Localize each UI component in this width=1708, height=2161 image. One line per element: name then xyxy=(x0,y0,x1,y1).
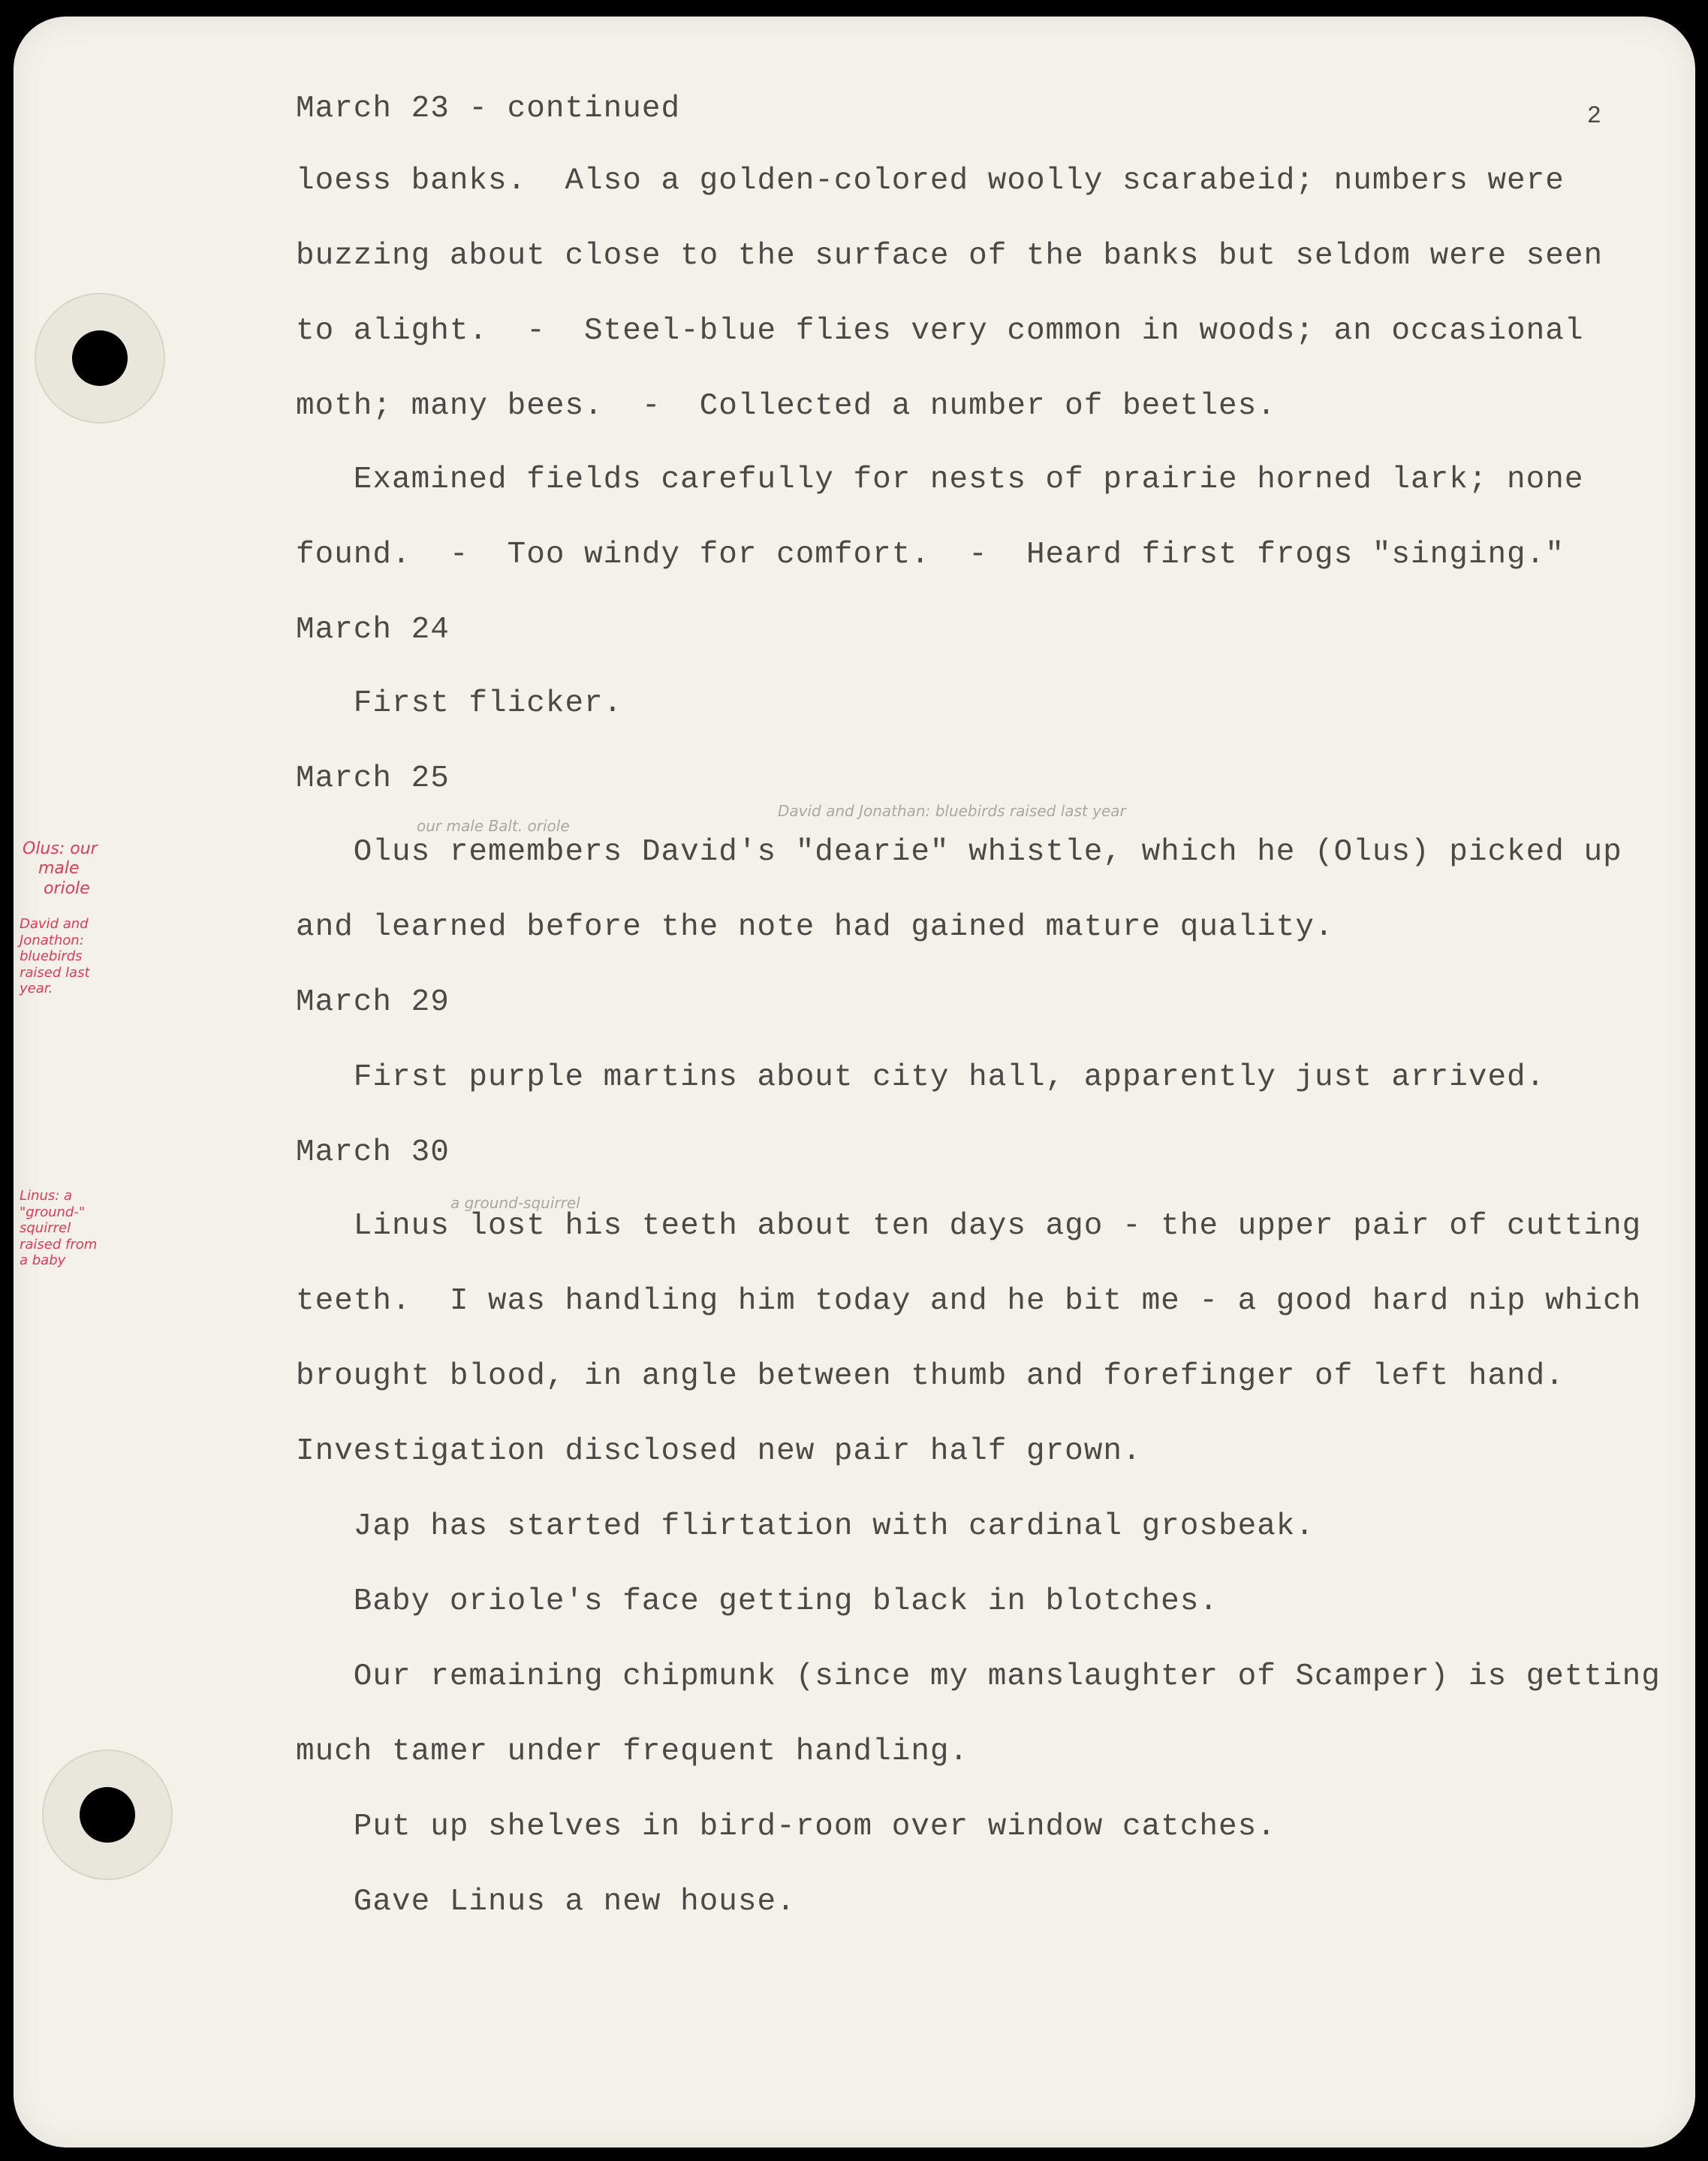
text-line: Baby oriole's face getting black in blotches. xyxy=(296,1584,1218,1619)
text-line: First purple martins about city hall, apparently just arrived. xyxy=(296,1060,1546,1095)
binder-hole-bottom xyxy=(44,1751,171,1879)
text-line: buzzing about close to the surface of the banks but seldom were seen xyxy=(296,239,1604,273)
interlinear-note: David and Jonathan: bluebirds raised last year xyxy=(778,802,1126,820)
text-line: First flicker. xyxy=(296,686,623,721)
text-line: Jap has started flirtation with cardinal grosbeak. xyxy=(296,1509,1315,1544)
page-number: 2 xyxy=(1586,102,1601,130)
text-line: Examined fields carefully for nests of prairie horned lark; none xyxy=(296,463,1584,497)
text-line: Put up shelves in bird-room over window catches. xyxy=(296,1810,1276,1844)
text-line: found. - Too windy for comfort. - Heard first frogs "singing." xyxy=(296,538,1565,572)
text-line: Our remaining chipmunk (since my manslaughter of Scamper) is getting xyxy=(296,1659,1661,1694)
text-line: loess banks. Also a golden-colored woolly scarabeid; numbers were xyxy=(296,164,1565,198)
date-heading: March 30 xyxy=(296,1135,450,1170)
binder-hole-top xyxy=(36,294,164,422)
date-heading: March 25 xyxy=(296,761,450,796)
margin-note-olus: Olus: our male oriole xyxy=(23,839,98,898)
margin-note-linus: Linus: a "ground-" squirrel raised from a baby xyxy=(20,1188,98,1269)
margin-note-david-jonathon: David and Jonathon: bluebirds raised last year. xyxy=(20,916,90,997)
date-heading: March 24 xyxy=(296,613,450,647)
text-line: and learned before the note had gained mature quality. xyxy=(296,910,1334,945)
text-line: Gave Linus a new house. xyxy=(296,1885,796,1919)
text-line: to alight. - Steel-blue flies very common in woods; an occasional xyxy=(296,314,1584,348)
interlinear-note: a ground-squirrel xyxy=(450,1194,580,1212)
text-line: Linus lost his teeth about ten days ago - the upper pair of cutting xyxy=(296,1209,1642,1243)
text-line: Olus remembers David's "dearie" whistle, which he (Olus) picked up xyxy=(296,835,1622,870)
text-line: moth; many bees. - Collected a number of beetles. xyxy=(296,389,1276,423)
text-line: brought blood, in angle between thumb and forefinger of left hand. xyxy=(296,1359,1565,1394)
interlinear-note: our male Balt. oriole xyxy=(417,817,570,835)
date-heading: March 29 xyxy=(296,985,450,1020)
text-line: much tamer under frequent handling. xyxy=(296,1735,969,1769)
page-header: March 23 - continued xyxy=(296,92,681,126)
text-line: teeth. I was handling him today and he bit me - a good hard nip which xyxy=(296,1284,1642,1319)
text-line: Investigation disclosed new pair half grown. xyxy=(296,1434,1142,1469)
